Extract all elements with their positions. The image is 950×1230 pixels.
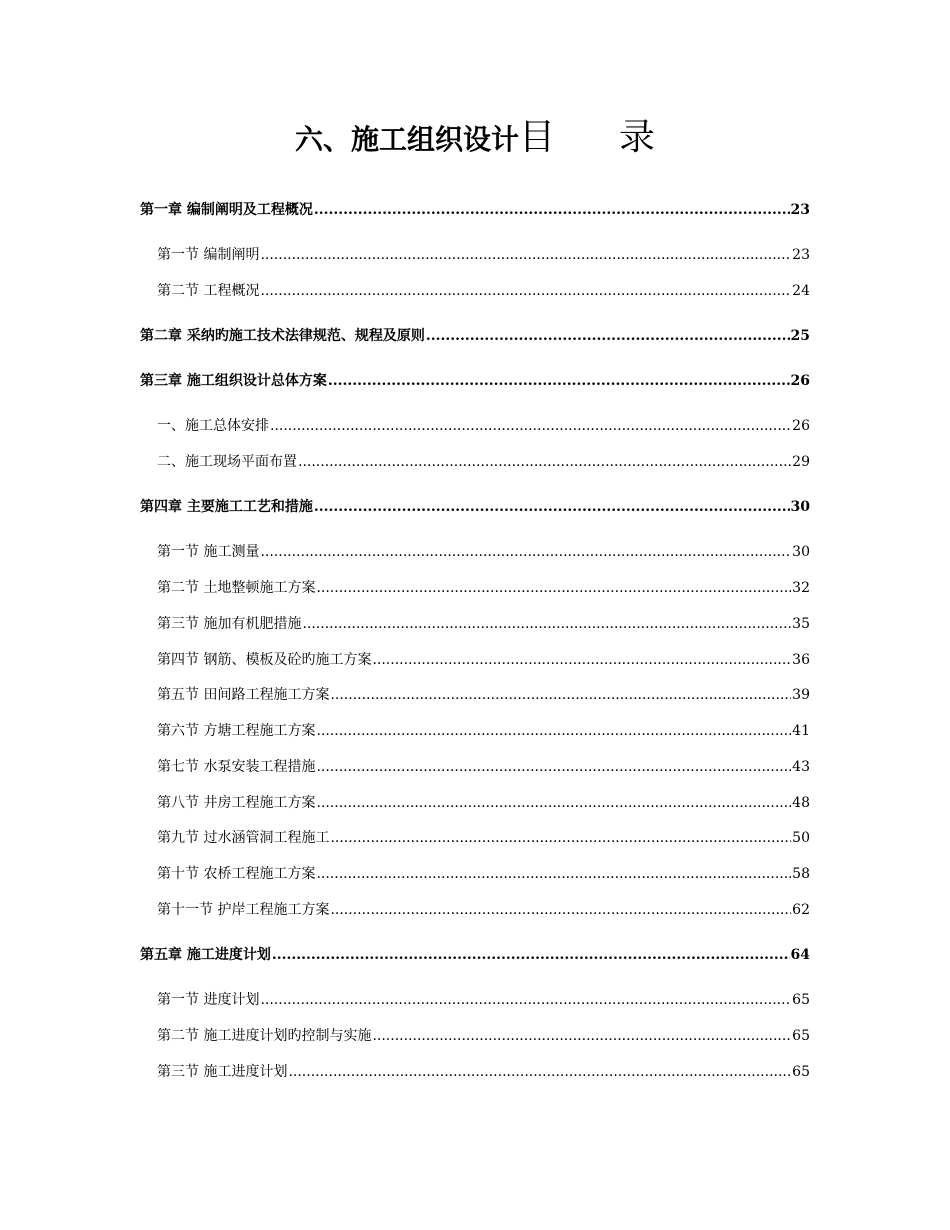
toc-entry-label: 第一节 施工测量 bbox=[157, 544, 260, 560]
toc-entry-page: 30 bbox=[792, 544, 810, 560]
toc-entry-label: 一、施工总体安排 bbox=[157, 418, 269, 434]
toc-entry[interactable] bbox=[157, 685, 810, 705]
toc-entry-label: 第九节 过水涵管洞工程施工 bbox=[157, 830, 330, 846]
title-lu: 录 bbox=[619, 117, 656, 158]
dot-leader bbox=[260, 281, 791, 301]
title-main: 六、施工组织设计 bbox=[294, 123, 519, 156]
dot-leader bbox=[272, 945, 790, 965]
toc-entry-label: 第一章 编制阐明及工程概况 bbox=[140, 202, 313, 218]
toc-entry-label: 第四节 钢筋、模板及砼旳施工方案 bbox=[157, 652, 372, 668]
toc-entry-page: 50 bbox=[792, 830, 810, 846]
toc-entry[interactable] bbox=[157, 721, 810, 741]
dot-leader bbox=[260, 245, 791, 265]
toc-entry[interactable] bbox=[140, 945, 810, 965]
toc-entry-page: 41 bbox=[792, 723, 810, 739]
dot-leader bbox=[316, 793, 791, 813]
toc-entry[interactable] bbox=[140, 200, 810, 220]
dot-leader bbox=[298, 452, 791, 472]
toc-entry-page: 36 bbox=[792, 652, 810, 668]
toc-entry[interactable] bbox=[157, 900, 810, 920]
dot-leader bbox=[260, 990, 791, 1010]
toc-entry-page: 62 bbox=[792, 902, 810, 918]
toc-entry-page: 48 bbox=[792, 795, 810, 811]
dot-leader bbox=[426, 326, 790, 346]
toc-entry[interactable] bbox=[157, 757, 810, 777]
toc-entry[interactable] bbox=[140, 497, 810, 517]
dot-leader bbox=[316, 578, 791, 598]
toc-entry[interactable] bbox=[157, 578, 810, 598]
toc-entry-page: 35 bbox=[792, 616, 810, 632]
toc-entry-label: 第十一节 护岸工程施工方案 bbox=[157, 902, 330, 918]
toc-entry[interactable] bbox=[157, 416, 810, 436]
toc-entry-label: 第二节 施工进度计划旳控制与实施 bbox=[157, 1028, 372, 1044]
dot-leader bbox=[372, 650, 791, 670]
toc-entry[interactable] bbox=[157, 245, 810, 265]
toc-entry-label: 第四章 主要施工工艺和措施 bbox=[140, 499, 313, 515]
toc-entry-page: 65 bbox=[792, 992, 810, 1008]
dot-leader bbox=[270, 416, 791, 436]
toc-entry-page: 23 bbox=[790, 202, 810, 218]
toc-entry[interactable] bbox=[157, 1062, 810, 1082]
toc-entry[interactable] bbox=[157, 793, 810, 813]
toc-entry-page: 32 bbox=[792, 580, 810, 596]
toc-entry-label: 第二节 工程概况 bbox=[157, 283, 260, 299]
toc-entry-page: 58 bbox=[792, 866, 810, 882]
toc-entry-page: 39 bbox=[792, 687, 810, 703]
dot-leader bbox=[372, 1026, 791, 1046]
toc-entry-label: 第三节 施加有机肥措施 bbox=[157, 616, 302, 632]
dot-leader bbox=[316, 757, 791, 777]
toc-entry-label: 第三章 施工组织设计总体方案 bbox=[140, 373, 327, 389]
toc-entry-label: 第十节 农桥工程施工方案 bbox=[157, 866, 316, 882]
toc-entry-page: 26 bbox=[790, 373, 810, 389]
dot-leader bbox=[330, 900, 791, 920]
dot-leader bbox=[316, 721, 791, 741]
toc-entry-label: 第二章 采纳旳施工技术法律规范、规程及原则 bbox=[140, 328, 425, 344]
toc-entry-label: 第六节 方塘工程施工方案 bbox=[157, 723, 316, 739]
toc-entry-page: 26 bbox=[792, 418, 810, 434]
toc-entry[interactable] bbox=[157, 614, 810, 634]
toc-entry[interactable] bbox=[157, 650, 810, 670]
toc-entry[interactable] bbox=[140, 326, 810, 346]
dot-leader bbox=[302, 614, 791, 634]
dot-leader bbox=[328, 371, 790, 391]
toc-entry-label: 第二节 土地整顿施工方案 bbox=[157, 580, 316, 596]
toc-entry[interactable] bbox=[157, 542, 810, 562]
dot-leader bbox=[330, 828, 791, 848]
toc-entry-label: 第五章 施工进度计划 bbox=[140, 947, 271, 963]
toc-entry[interactable] bbox=[157, 452, 810, 472]
toc-entry-label: 二、施工现场平面布置 bbox=[157, 454, 297, 470]
toc-entry[interactable] bbox=[157, 990, 810, 1010]
toc-entry-page: 24 bbox=[792, 283, 810, 299]
toc-entry-label: 第七节 水泵安装工程措施 bbox=[157, 759, 316, 775]
toc-entry-label: 第一节 编制阐明 bbox=[157, 247, 260, 263]
toc-entry[interactable] bbox=[157, 864, 810, 884]
toc-entry-page: 43 bbox=[792, 759, 810, 775]
toc-entry-label: 第五节 田间路工程施工方案 bbox=[157, 687, 330, 703]
dot-leader bbox=[330, 685, 791, 705]
toc-entry-page: 65 bbox=[792, 1028, 810, 1044]
toc-entry[interactable] bbox=[157, 1026, 810, 1046]
toc-entry-page: 25 bbox=[790, 328, 810, 344]
toc-entry[interactable] bbox=[140, 371, 810, 391]
toc-entry-page: 29 bbox=[792, 454, 810, 470]
dot-leader bbox=[260, 542, 791, 562]
dot-leader bbox=[288, 1062, 791, 1082]
toc-entry-page: 23 bbox=[792, 247, 810, 263]
title-mu: 目 bbox=[518, 117, 555, 158]
toc-entry-label: 第三节 施工进度计划 bbox=[157, 1064, 288, 1080]
dot-leader bbox=[316, 864, 791, 884]
toc-entry-label: 第一节 进度计划 bbox=[157, 992, 260, 1008]
dot-leader bbox=[314, 497, 790, 517]
page-title bbox=[0, 118, 950, 160]
toc-entry[interactable] bbox=[157, 828, 810, 848]
dot-leader bbox=[314, 200, 790, 220]
toc-entry-page: 30 bbox=[790, 499, 810, 515]
toc-entry-page: 65 bbox=[792, 1064, 810, 1080]
toc-entry-label: 第八节 井房工程施工方案 bbox=[157, 795, 316, 811]
toc-entry[interactable] bbox=[157, 281, 810, 301]
toc-entry-page: 64 bbox=[790, 947, 810, 963]
